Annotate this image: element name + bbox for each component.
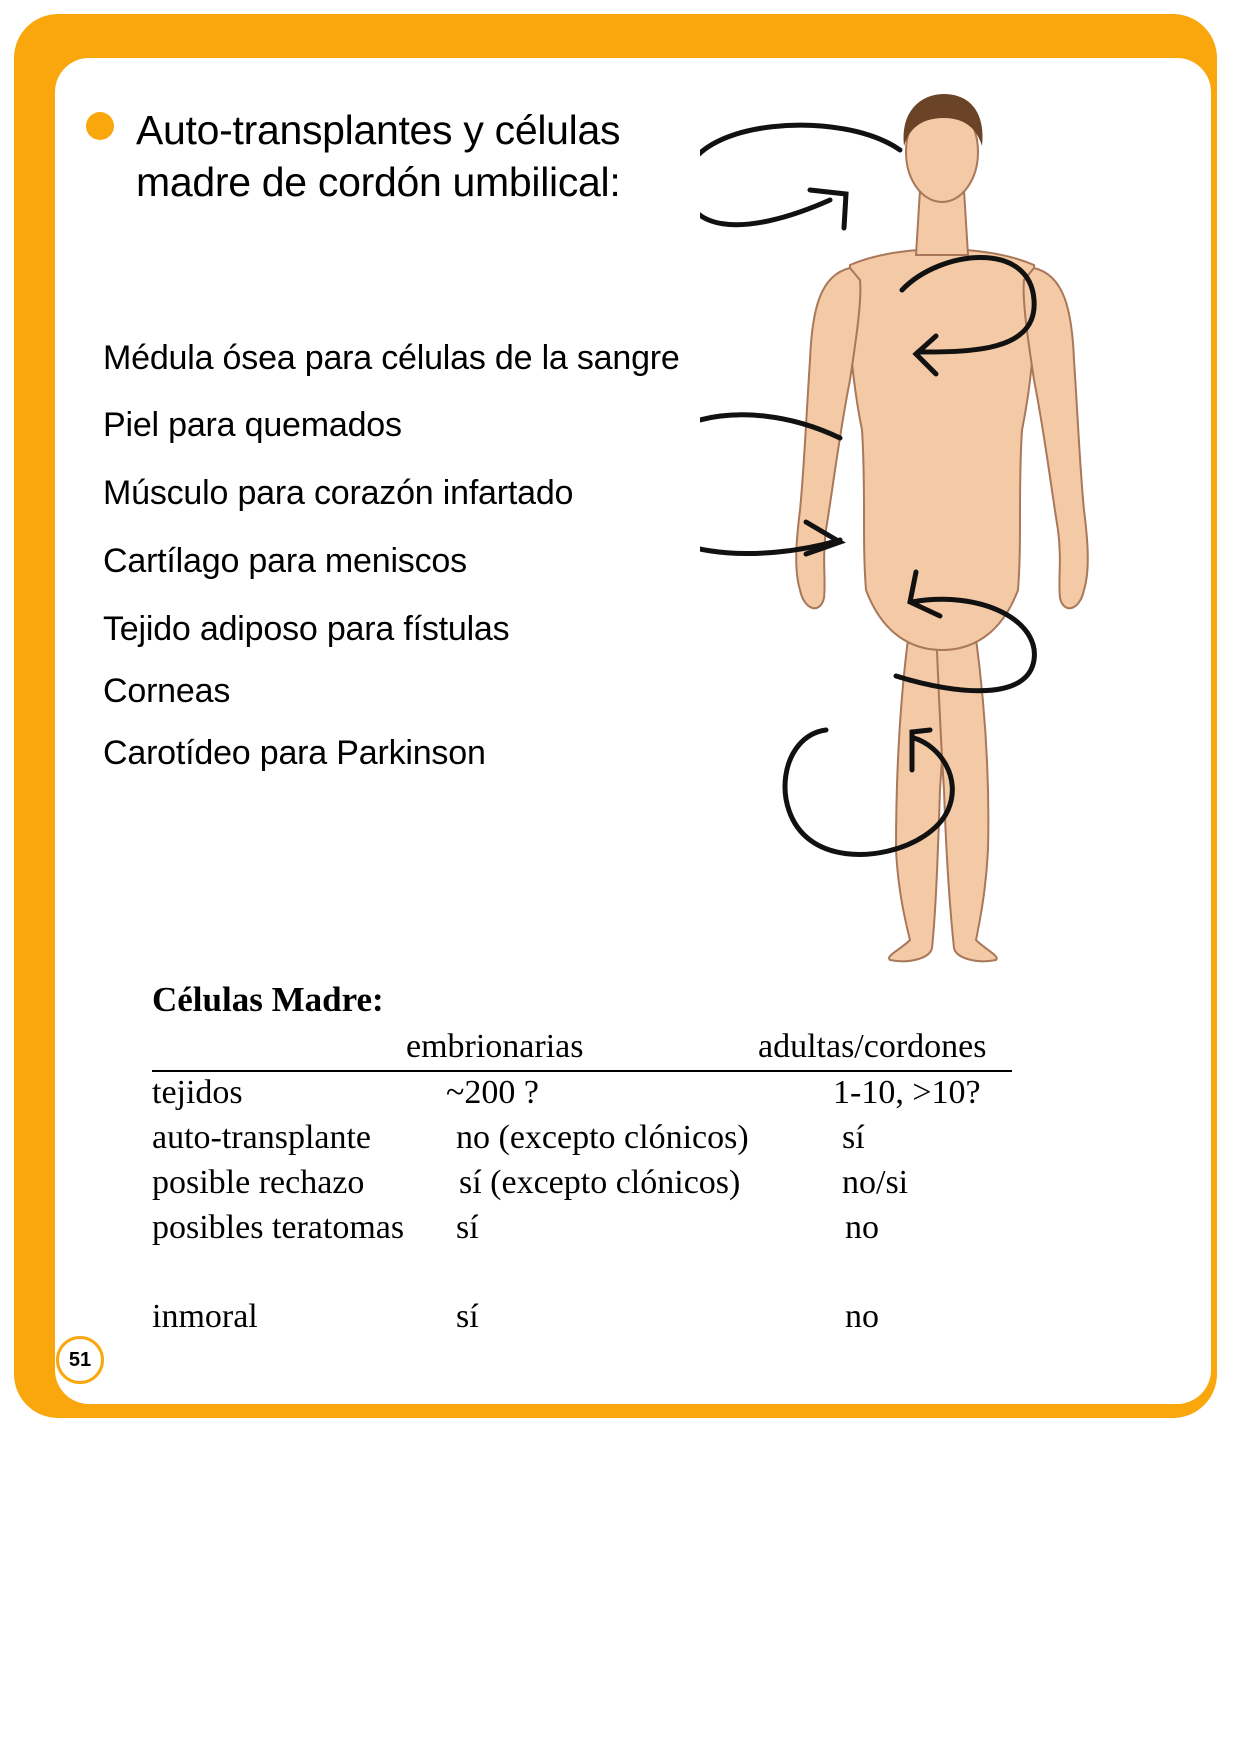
row-label: auto-transplante	[152, 1119, 372, 1156]
use-item-adipose: Tejido adiposo para fístulas	[103, 610, 510, 648]
cell-embrionarias: sí	[456, 1209, 479, 1246]
slide-title	[136, 104, 756, 208]
human-body-illustration	[700, 90, 1170, 970]
row-label: posible rechazo	[152, 1164, 365, 1201]
slide-title-line-1: Auto-transplantes y células	[136, 107, 621, 153]
column-header-embrionarias: embrionarias	[406, 1028, 584, 1065]
use-item-cartilage: Cartílago para meniscos	[103, 542, 467, 580]
body-figure	[796, 102, 1088, 961]
cell-adultas: no/si	[842, 1164, 909, 1201]
left-arm	[796, 268, 860, 608]
table-title: Células Madre:	[152, 980, 384, 1019]
cell-adultas: 1-10, >10?	[833, 1074, 981, 1111]
cell-adultas: sí	[842, 1119, 865, 1156]
use-item-muscle: Músculo para corazón infartado	[103, 474, 574, 512]
slide-title-line-2: madre de cordón umbilical:	[136, 159, 621, 205]
head-arrow-loop	[700, 125, 900, 225]
head-arrowhead-icon	[810, 190, 846, 228]
table-header-row	[152, 1026, 1012, 1072]
row-label: posibles teratomas	[152, 1209, 405, 1246]
table-row	[152, 1207, 1012, 1251]
use-item-skin: Piel para quemados	[103, 406, 402, 444]
table-row	[152, 1296, 1012, 1340]
cell-embrionarias: no (excepto clónicos)	[456, 1119, 749, 1156]
torso	[849, 248, 1035, 650]
cell-embrionarias: sí (excepto clónicos)	[459, 1164, 741, 1201]
row-label: inmoral	[152, 1298, 258, 1335]
cell-adultas: no	[845, 1209, 879, 1246]
page-number-badge: 51	[56, 1336, 104, 1384]
cell-embrionarias: ~200 ?	[446, 1074, 539, 1111]
cell-adultas: no	[845, 1298, 879, 1335]
table-row	[152, 1072, 1012, 1116]
use-item-carotid: Carotídeo para Parkinson	[103, 734, 486, 772]
use-item-corneas: Corneas	[103, 672, 231, 710]
table-row	[152, 1162, 1012, 1206]
right-leg	[936, 610, 997, 961]
column-header-adultas: adultas/cordones	[758, 1028, 987, 1065]
use-item-bone-marrow: Médula ósea para células de la sangre	[103, 339, 680, 377]
table-row	[152, 1117, 1012, 1161]
title-bullet-icon	[86, 112, 114, 140]
row-label: tejidos	[152, 1074, 243, 1111]
cell-embrionarias: sí	[456, 1298, 479, 1335]
